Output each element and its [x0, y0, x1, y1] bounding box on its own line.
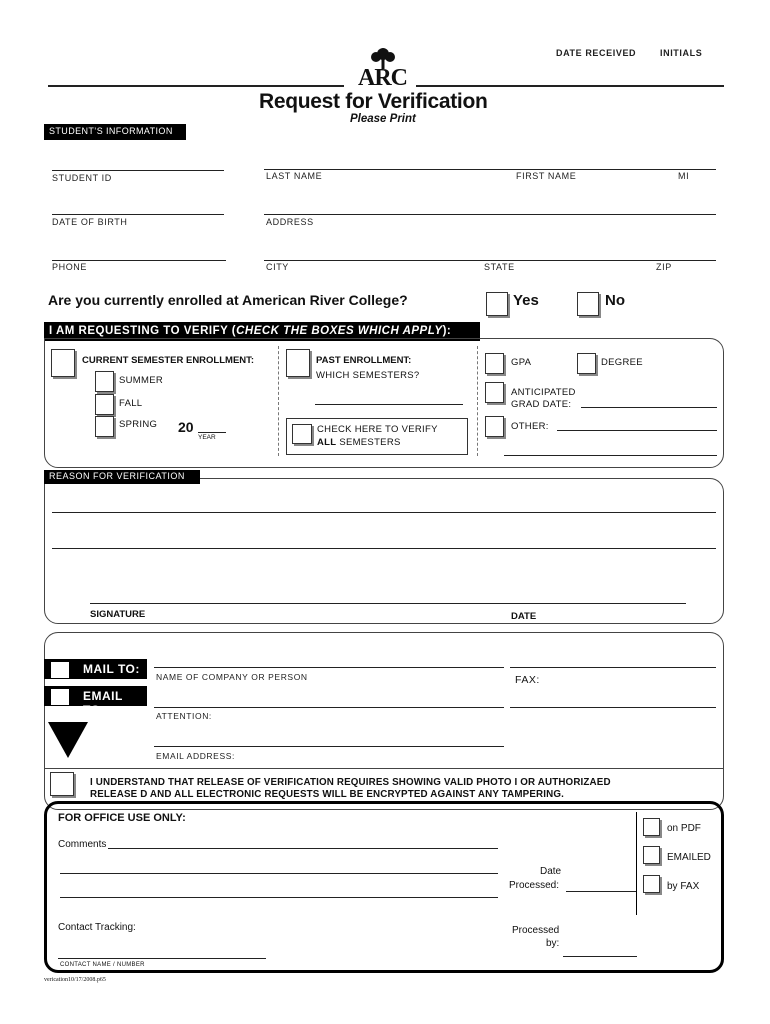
header-rule-right [416, 85, 724, 87]
header-rule-left [48, 85, 344, 87]
form-code: verication10/17/2008.p65 [44, 977, 106, 983]
anticipated-grad-line[interactable] [581, 407, 717, 408]
signature-label: SIGNATURE [90, 609, 146, 620]
date-processed-label-2: Processed: [509, 880, 560, 891]
mail-to-bar [44, 659, 147, 679]
date-label: DATE [511, 611, 537, 622]
page-subtitle: Please Print [350, 113, 416, 125]
reason-line-1[interactable] [52, 512, 716, 513]
enrolled-yes-checkbox[interactable] [486, 292, 508, 316]
student-id-label: STUDENT ID [52, 173, 112, 183]
reason-line-2[interactable] [52, 548, 716, 549]
check-all-line2 [317, 437, 401, 448]
check-all-rest: SEMESTERS [336, 437, 401, 448]
phone-label: PHONE [52, 262, 88, 272]
comments-line-1[interactable] [108, 848, 498, 849]
email-to-bar [44, 686, 147, 717]
fax-line[interactable] [510, 707, 716, 708]
anticipated-label-2: GRAD DATE: [511, 399, 572, 410]
company-line-2[interactable] [154, 707, 504, 708]
processed-by-line[interactable] [563, 956, 637, 957]
release-line-2: RELEASE D AND ALL ELECTRONIC REQUESTS WILL BE ENCRYPTED AGAINST ANY TAMPERING. [90, 789, 564, 800]
which-semesters-label: WHICH SEMESTERS? [316, 370, 420, 381]
other-line-1[interactable] [557, 430, 717, 431]
mail-to-checkbox[interactable] [50, 661, 70, 679]
comments-label: Comments [58, 839, 107, 850]
verify-header-suffix: ): [442, 325, 452, 337]
office-title: FOR OFFICE USE ONLY: [58, 812, 186, 824]
logo-text: ARC [358, 65, 407, 91]
past-enrollment-label: PAST ENROLLMENT: [316, 355, 412, 366]
verify-divider-2 [477, 346, 478, 456]
on-pdf-checkbox[interactable] [643, 818, 660, 836]
delivery-divider [44, 768, 724, 769]
student-id-line[interactable] [52, 170, 224, 171]
email-to-checkbox[interactable] [50, 688, 70, 706]
date-received-label: DATE RECEIVED [556, 48, 637, 58]
enrolled-no-label: No [605, 292, 625, 309]
name-company-line[interactable] [154, 667, 504, 668]
mail-to-label: MAIL TO: [83, 662, 140, 676]
reason-header: REASON FOR VERIFICATION [44, 470, 200, 484]
contact-tracking-label: Contact Tracking: [58, 922, 136, 933]
comments-line-2[interactable] [60, 873, 498, 874]
other-checkbox[interactable] [485, 416, 504, 437]
first-name-label: FIRST NAME [516, 171, 577, 181]
summer-checkbox[interactable] [95, 371, 114, 392]
office-vertical-divider [636, 812, 637, 915]
on-pdf-label: on PDF [667, 823, 701, 834]
name-company-label: NAME OF COMPANY OR PERSON [156, 672, 308, 682]
comments-line-3[interactable] [60, 897, 498, 898]
other-label: OTHER: [511, 421, 549, 432]
verify-divider-1 [278, 346, 279, 456]
arc-logo [356, 45, 412, 95]
anticipated-grad-checkbox[interactable] [485, 382, 504, 403]
gpa-checkbox[interactable] [485, 353, 504, 374]
emailed-label: EMAILED [667, 852, 711, 863]
fall-label: FALL [119, 398, 143, 409]
fax-label: FAX: [515, 674, 540, 686]
release-line-1: I UNDERSTAND THAT RELEASE OF VERIFICATION REQUIRES SHOWING VALID PHOTO I OR AUTHORIZAED [90, 777, 611, 788]
by-fax-checkbox[interactable] [643, 875, 660, 893]
page-title: Request for Verification [259, 90, 488, 113]
city-label: CITY [266, 262, 289, 272]
dob-label: DATE OF BIRTH [52, 217, 128, 227]
phone-line[interactable] [52, 260, 226, 261]
state-label: STATE [484, 262, 515, 272]
current-semester-label: CURRENT SEMESTER ENROLLMENT: [82, 355, 255, 366]
gpa-label: GPA [511, 357, 532, 368]
year-prefix: 20 [178, 419, 194, 435]
initials-label: INITIALS [660, 48, 703, 58]
student-info-header: STUDENT’S INFORMATION [44, 124, 186, 140]
check-all-bold: ALL [317, 437, 337, 448]
spring-label: SPRING [119, 419, 158, 430]
address-line[interactable] [264, 214, 716, 215]
release-checkbox[interactable] [50, 772, 74, 796]
date-processed-line[interactable] [566, 891, 636, 892]
verify-header-italic: CHECK THE BOXES WHICH APPLY [236, 325, 443, 337]
by-fax-label: by FAX [667, 881, 700, 892]
enrolled-yes-label: Yes [513, 292, 539, 309]
city-line[interactable] [264, 260, 716, 261]
verify-header-prefix: I AM REQUESTING TO VERIFY ( [49, 325, 237, 337]
dob-line[interactable] [52, 214, 224, 215]
email-address-label: EMAIL ADDRESS: [156, 751, 235, 761]
fall-checkbox[interactable] [95, 394, 114, 415]
summer-label: SUMMER [119, 375, 164, 386]
name-line[interactable] [264, 169, 716, 170]
office-panel [44, 801, 724, 973]
fax-top-line[interactable] [510, 667, 716, 668]
contact-tracking-line[interactable] [58, 958, 266, 959]
down-arrow-icon [48, 722, 88, 758]
other-line-2[interactable] [504, 455, 717, 456]
anticipated-label-1: ANTICIPATED [511, 387, 576, 398]
processed-by-label-1: Processed [512, 925, 560, 936]
processed-by-label-2: by: [546, 938, 560, 949]
zip-label: ZIP [656, 262, 672, 272]
enrolled-no-checkbox[interactable] [577, 292, 599, 316]
signature-line[interactable] [90, 603, 686, 604]
enrolled-question: Are you currently enrolled at American River College? [48, 292, 408, 308]
mi-label: MI [678, 171, 690, 181]
date-processed-label-1: Date [540, 866, 562, 877]
email-to-label: EMAIL TO: [83, 689, 123, 717]
year-line[interactable] [198, 432, 226, 433]
emailed-checkbox[interactable] [643, 846, 660, 864]
year-label: YEAR [198, 434, 216, 441]
spring-checkbox[interactable] [95, 416, 114, 437]
which-semesters-line[interactable] [315, 404, 463, 405]
attention-line[interactable] [154, 746, 504, 747]
check-all-semesters-checkbox[interactable] [292, 424, 312, 444]
check-all-line1: CHECK HERE TO VERIFY [317, 424, 438, 435]
last-name-label: LAST NAME [266, 171, 323, 181]
attention-label: ATTENTION: [156, 711, 212, 721]
past-enrollment-checkbox[interactable] [286, 349, 310, 377]
degree-checkbox[interactable] [577, 353, 596, 374]
contact-name-number-label: CONTACT NAME / NUMBER [60, 962, 145, 968]
address-label: ADDRESS [266, 217, 314, 227]
current-semester-checkbox[interactable] [51, 349, 75, 377]
degree-label: DEGREE [601, 357, 643, 368]
